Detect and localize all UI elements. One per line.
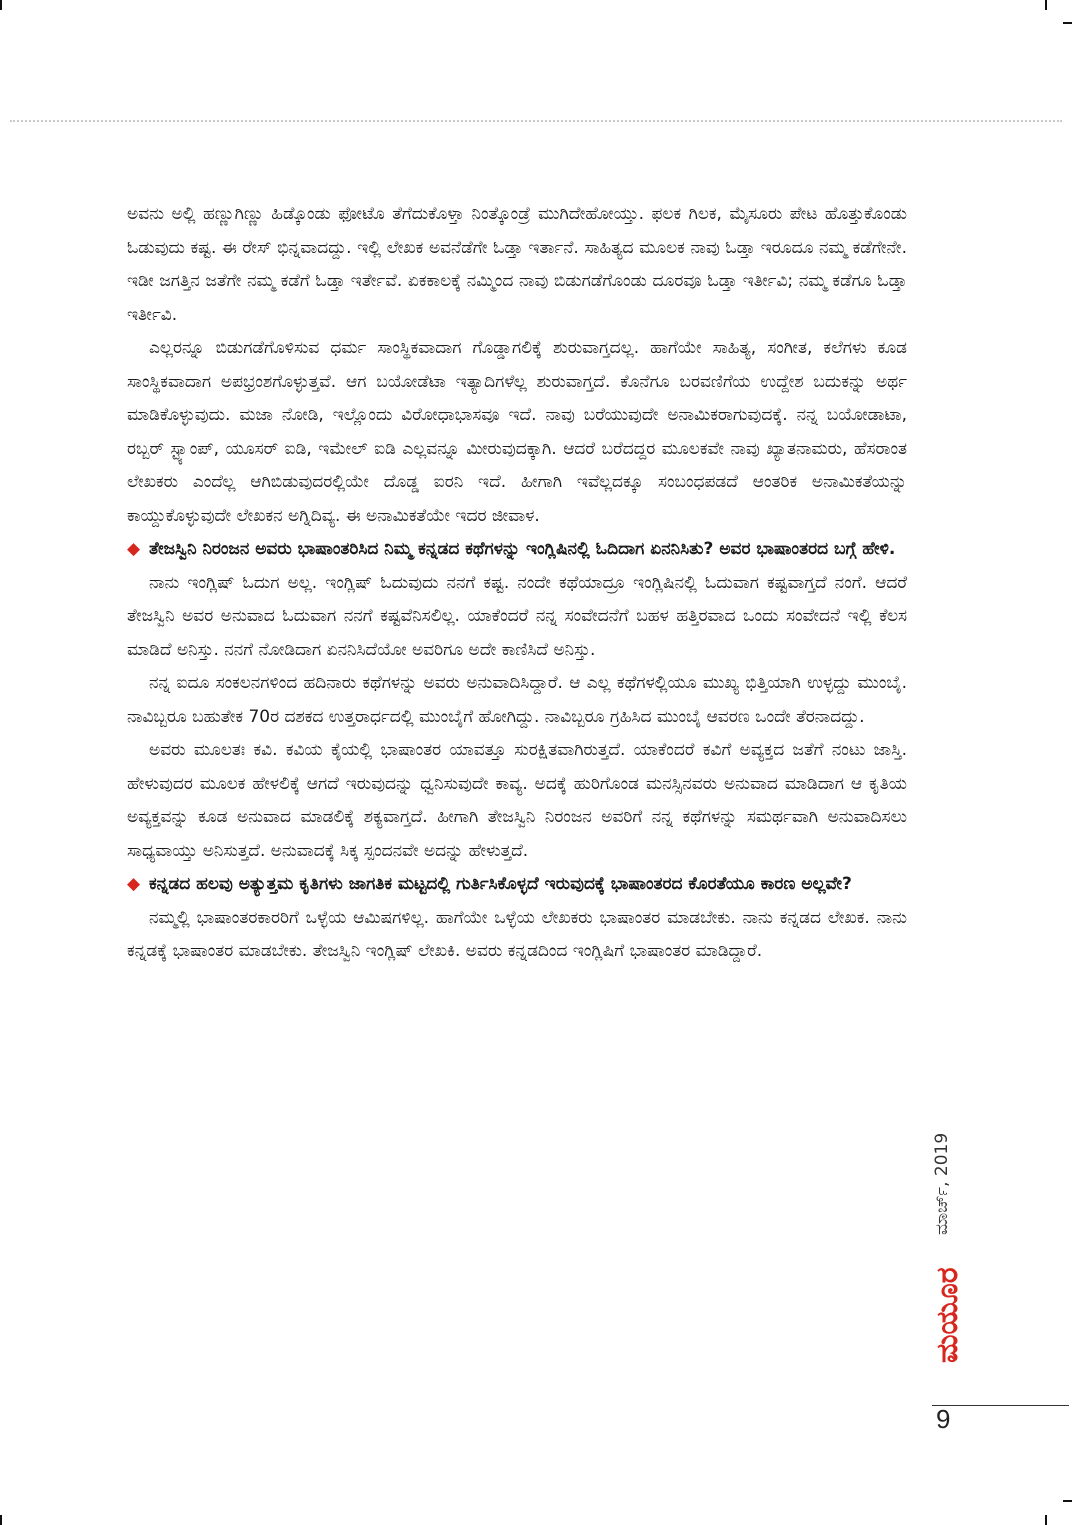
question-1-text: ತೇಜಸ್ವಿನಿ ನಿರಂಜನ ಅವರು ಭಾಷಾಂತರಿಸಿದ ನಿಮ್ಮ ಕನ್ನಡದ ಕಥೆಗಳನ್ನು ಇಂಗ್ಲಿಷಿನಲ್ಲಿ ಓದಿದಾಗ ಏನನಿಸಿತು? ಅವರ ಭಾಷಾಂತರದ ಬಗ್ಗೆ ಹೇಳಿ. — [149, 539, 896, 559]
header-dotted-rule — [10, 120, 1062, 122]
diamond-bullet-icon: ◆ — [127, 539, 141, 559]
footer-rule — [932, 1405, 1069, 1406]
crop-mark-right-upper — [1063, 22, 1072, 24]
question-2 — [127, 868, 907, 902]
crop-mark-right-lower — [1063, 1500, 1072, 1502]
crop-mark-top-left — [0, 0, 2, 10]
paragraph-4: ನನ್ನ ಐದೂ ಸಂಕಲನಗಳಿಂದ ಹದಿನಾರು ಕಥೆಗಳನ್ನು ಅವರು ಅನುವಾದಿಸಿದ್ದಾರೆ. ಆ ಎಲ್ಲ ಕಥೆಗಳಲ್ಲಿಯೂ ಮುಖ್ಯ ಭಿತ್ತಿಯಾಗಿ ಉಳ್ಳದ್ದು ಮುಂಬೈ. ನಾವಿಬ್ಬರೂ ಬಹುತೇಕ 70ರ ದಶಕದ ಉತ್ತರಾರ್ಧದಲ್ಲಿ ಮುಂಬೈಗೆ ಹೋಗಿದ್ದು. ನಾವಿಬ್ಬರೂ ಗ್ರಹಿಸಿದ ಮುಂಬೈ ಆವರಣ ಒಂದೇ ತೆರನಾದದ್ದು. — [127, 673, 907, 727]
page-number: 9 — [936, 1404, 951, 1434]
paragraph-1: ಅವನು ಅಲ್ಲಿ ಹಣ್ಣುಗಿಣ್ಣು ಹಿಡ್ಕೊಂಡು ಫೋಟೊ ತೆಗೆದುಕೊಳ್ತಾ ನಿಂತ್ಕೊಂಡ್ರೆ ಮುಗಿದೇಹೋಯ್ತು. ಫಲಕ ಗಿಲಕ, ಮೈಸೂರು ಪೇಟ ಹೊತ್ತುಕೊಂಡು ಓಡುವುದು ಕಷ್ಟ. ಈ ರೇಸ್ ಭಿನ್ನವಾದದ್ದು. ಇಲ್ಲಿ ಲೇಖಕ ಅವನೆಡೆಗೇ ಓಡ್ತಾ ಇರ್ತಾನೆ. ಸಾಹಿತ್ಯದ ಮೂಲಕ ನಾವು ಓಡ್ತಾ ಇರೂದೂ ನಮ್ಮ ಕಡೆಗೇನೇ. ಇಡೀ ಜಗತ್ತಿನ ಜತೆಗೇ ನಮ್ಮ ಕಡೆಗೆ ಓಡ್ತಾ ಇರ್ತೇವೆ. ಏಕಕಾಲಕ್ಕೆ ನಮ್ಮಿಂದ ನಾವು ಬಿಡುಗಡೆಗೊಂಡು ದೂರವೂ ಓಡ್ತಾ ಇರ್ತೀವಿ; ನಮ್ಮ ಕಡೆಗೂ ಓಡ್ತಾ ಇರ್ತೀವಿ. — [127, 204, 907, 325]
magazine-logo: ಮಯೂರ — [930, 1267, 965, 1363]
diamond-bullet-icon: ◆ — [127, 874, 141, 894]
crop-mark-top-right — [1045, 0, 1047, 10]
paragraph-3: ನಾನು ಇಂಗ್ಲಿಷ್ ಓದುಗ ಅಲ್ಲ. ಇಂಗ್ಲಿಷ್ ಓದುವುದು ನನಗೆ ಕಷ್ಟ. ನಂದೇ ಕಥೆಯಾದ್ರೂ ಇಂಗ್ಲಿಷಿನಲ್ಲಿ ಓದುವಾಗ ಕಷ್ಟವಾಗ್ತದೆ ನಂಗೆ. ಆದರೆ ತೇಜಸ್ವಿನಿ ಅವರ ಅನುವಾದ ಓದುವಾಗ ನನಗೆ ಕಷ್ಟವೆನಿಸಲಿಲ್ಲ. ಯಾಕೆಂದರೆ ನನ್ನ ಸಂವೇದನೆಗೆ ಬಹಳ ಹತ್ತಿರವಾದ ಒಂದು ಸಂವೇದನೆ ಇಲ್ಲಿ ಕೆಲಸ ಮಾಡಿದೆ ಅನಿಸ್ತು. ನನಗೆ ನೋಡಿದಾಗ ಏನನಿಸಿದೆಯೋ ಅವರಿಗೂ ಅದೇ ಕಾಣಿಸಿದೆ ಅನಿಸ್ತು. — [127, 572, 907, 660]
crop-mark-bottom-left — [0, 1515, 2, 1525]
article-body — [127, 198, 907, 969]
crop-mark-bottom-right — [1045, 1515, 1047, 1525]
issue-date: ಮಾರ್ಚ್, 2019 — [932, 1132, 952, 1235]
page-sidebar — [930, 1085, 970, 1395]
question-1 — [127, 533, 907, 567]
paragraph-2: ಎಲ್ಲರನ್ನೂ ಬಿಡುಗಡೆಗೊಳಿಸುವ ಧರ್ಮ ಸಾಂಸ್ಥಿಕವಾದಾಗ ಗೊಡ್ಡಾಗಲಿಕ್ಕೆ ಶುರುವಾಗ್ತದಲ್ಲ. ಹಾಗೆಯೇ ಸಾಹಿತ್ಯ, ಸಂಗೀತ, ಕಲೆಗಳು ಕೂಡ ಸಾಂಸ್ಥಿಕವಾದಾಗ ಅಪಭ್ರಂಶಗೊಳ್ಳುತ್ತವೆ. ಆಗ ಬಯೋಡೆಟಾ ಇತ್ಯಾದಿಗಳೆಲ್ಲ ಶುರುವಾಗ್ತದೆ. ಕೊನೆಗೂ ಬರವಣಿಗೆಯ ಉದ್ದೇಶ ಬದುಕನ್ನು ಅರ್ಥ ಮಾಡಿಕೊಳ್ಳುವುದು. ಮಜಾ ನೋಡಿ, ಇಲ್ಲೊಂದು ವಿರೋಧಾಭಾಸವೂ ಇದೆ. ನಾವು ಬರೆಯುವುದೇ ಅನಾಮಿಕರಾಗುವುದಕ್ಕೆ. ನನ್ನ ಬಯೋಡಾಟಾ, ರಬ್ಬರ್ ಸ್ಟ್ಯಾಂಪ್, ಯೂಸರ್ ಐಡಿ, ಇಮೇಲ್ ಐಡಿ ಎಲ್ಲವನ್ನೂ ಮೀರುವುದಕ್ಕಾಗಿ. ಆದರೆ ಬರೆದದ್ದರ ಮೂಲಕವೇ ನಾವು ಖ್ಯಾತನಾಮರು, ಹೆಸರಾಂತ ಲೇಖಕರು ಎಂದೆಲ್ಲ ಆಗಿಬಿಡುವುದರಲ್ಲಿಯೇ ದೊಡ್ಡ ಐರನಿ ಇದೆ. ಹೀಗಾಗಿ ಇವೆಲ್ಲದಕ್ಕೂ ಸಂಬಂಧಪಡದೆ ಆಂತರಿಕ ಅನಾಮಿಕತೆಯನ್ನು ಕಾಯ್ದುಕೊಳ್ಳುವುದೇ ಲೇಖಕನ ಅಗ್ನಿದಿವ್ಯ. ಈ ಅನಾಮಿಕತೆಯೇ ಇದರ ಜೀವಾಳ. — [127, 338, 907, 526]
paragraph-5: ಅವರು ಮೂಲತಃ ಕವಿ. ಕವಿಯ ಕೈಯಲ್ಲಿ ಭಾಷಾಂತರ ಯಾವತ್ತೂ ಸುರಕ್ಷಿತವಾಗಿರುತ್ತದೆ. ಯಾಕೆಂದರೆ ಕವಿಗೆ ಅವ್ಯಕ್ತದ ಜತೆಗೆ ನಂಟು ಜಾಸ್ತಿ. ಹೇಳುವುದರ ಮೂಲಕ ಹೇಳಲಿಕ್ಕೆ ಆಗದೆ ಇರುವುದನ್ನು ಧ್ವನಿಸುವುದೇ ಕಾವ್ಯ. ಅದಕ್ಕೆ ಹುರಿಗೊಂಡ ಮನಸ್ಸಿನವರು ಅನುವಾದ ಮಾಡಿದಾಗ ಆ ಕೃತಿಯ ಅವ್ಯಕ್ತವನ್ನು ಕೂಡ ಅನುವಾದ ಮಾಡಲಿಕ್ಕೆ ಶಕ್ಯವಾಗ್ತದೆ. ಹೀಗಾಗಿ ತೇಜಸ್ವಿನಿ ನಿರಂಜನ ಅವರಿಗೆ ನನ್ನ ಕಥೆಗಳನ್ನು ಸಮರ್ಥವಾಗಿ ಅನುವಾದಿಸಲು ಸಾಧ್ಯವಾಯ್ತು ಅನಿಸುತ್ತದೆ. ಅನುವಾದಕ್ಕೆ ಸಿಕ್ಕ ಸ್ಪಂದನವೇ ಅದನ್ನು ಹೇಳುತ್ತದೆ. — [127, 740, 907, 861]
paragraph-6: ನಮ್ಮಲ್ಲಿ ಭಾಷಾಂತರಕಾರರಿಗೆ ಒಳ್ಳೆಯ ಆಮಿಷಗಳಿಲ್ಲ. ಹಾಗೆಯೇ ಒಳ್ಳೆಯ ಲೇಖಕರು ಭಾಷಾಂತರ ಮಾಡಬೇಕು. ನಾನು ಕನ್ನಡದ ಲೇಖಕ. ನಾನು ಕನ್ನಡಕ್ಕೆ ಭಾಷಾಂತರ ಮಾಡಬೇಕು. ತೇಜಸ್ವಿನಿ ಇಂಗ್ಲಿಷ್ ಲೇಖಕಿ. ಅವರು ಕನ್ನಡದಿಂದ ಇಂಗ್ಲಿಷಿಗೆ ಭಾಷಾಂತರ ಮಾಡಿದ್ದಾರೆ. — [127, 907, 907, 961]
question-2-text: ಕನ್ನಡದ ಹಲವು ಅತ್ಯುತ್ತಮ ಕೃತಿಗಳು ಜಾಗತಿಕ ಮಟ್ಟದಲ್ಲಿ ಗುರ್ತಿಸಿಕೊಳ್ಳದೆ ಇರುವುದಕ್ಕೆ ಭಾಷಾಂತರದ ಕೊರತೆಯೂ ಕಾರಣ ಅಲ್ಲವೇ? — [149, 874, 852, 894]
